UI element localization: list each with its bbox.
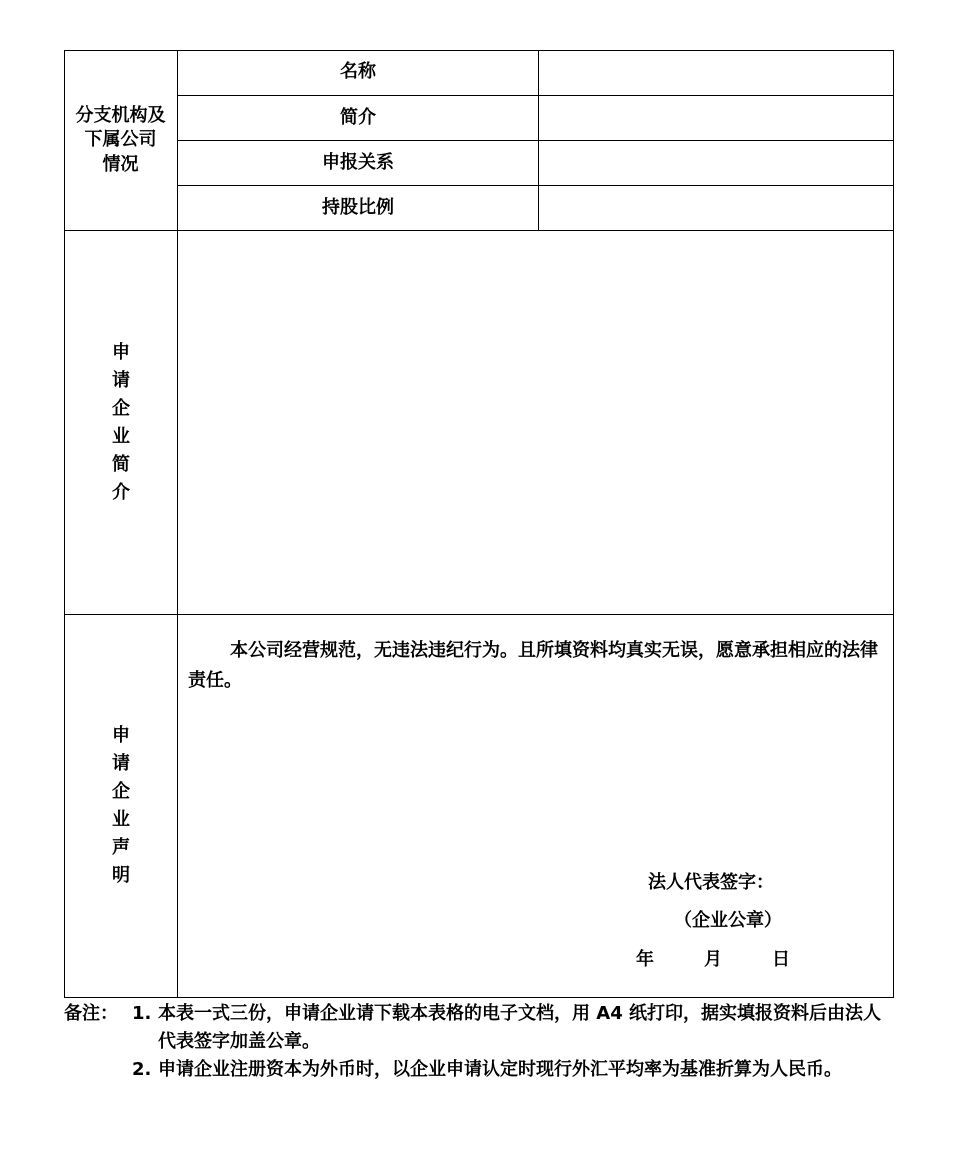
declaration-label-char-2: 请 (112, 753, 130, 774)
notes-label: 备注： (64, 1003, 118, 1024)
declaration-label-char-4: 业 (112, 809, 130, 830)
intro-label-char-6: 介 (112, 482, 130, 503)
declaration-section-label (106, 722, 136, 890)
intro-label-char-4: 业 (112, 426, 130, 447)
branch-label-line-1: 分支机构及 (75, 105, 166, 127)
field-label-intro: 简介 (340, 106, 376, 128)
section-divider-intro-declaration (64, 614, 894, 615)
date-month-label: 月 (704, 949, 722, 970)
intro-label-char-1: 申 (112, 342, 130, 363)
declaration-label-char-6: 明 (112, 865, 130, 886)
intro-section-label (106, 339, 136, 507)
note-item-1 (64, 1000, 894, 1056)
branch-section-label (64, 50, 177, 231)
field-value-shareholding[interactable] (539, 186, 893, 230)
declaration-text: 本公司经营规范，无违法违纪行为。且所填资料均真实无误，愿意承担相应的法律责任。 (188, 640, 878, 691)
intro-label-char-2: 请 (112, 370, 130, 391)
note-text-2: 申请企业注册资本为外币时，以企业申请认定时现行外汇平均率为基准折算为人民币。 (158, 1059, 842, 1080)
field-label-shareholding: 持股比例 (322, 196, 394, 218)
declaration-label-char-3: 企 (112, 781, 130, 802)
date-year-label: 年 (636, 949, 654, 970)
intro-label-char-5: 简 (112, 454, 130, 475)
seal-label: （企业公章） (674, 910, 782, 931)
signature-label: 法人代表签字： (648, 872, 774, 893)
branch-label-line-3: 情况 (102, 153, 139, 175)
field-value-relation[interactable] (539, 141, 893, 185)
field-value-name[interactable] (539, 51, 893, 95)
declaration-label-char-5: 声 (112, 837, 130, 858)
field-value-intro[interactable] (539, 96, 893, 140)
note-number-1: 1. (132, 1003, 152, 1024)
branch-label-line-2: 下属公司 (84, 129, 157, 151)
note-number-2: 2. (132, 1059, 152, 1080)
field-label-relation: 申报关系 (322, 151, 394, 173)
date-day-label: 日 (772, 949, 790, 970)
note-item-2 (64, 1056, 894, 1084)
declaration-label-char-1: 申 (112, 725, 130, 746)
note-text-1: 本表一式三份，申请企业请下载本表格的电子文档，用 A4 纸打印，据实填报资料后由法人代表签字加盖公章。 (158, 1003, 881, 1052)
field-label-name: 名称 (340, 61, 376, 83)
intro-label-char-3: 企 (112, 398, 130, 419)
intro-content-area[interactable] (178, 231, 893, 614)
notes-section (64, 1000, 894, 1084)
